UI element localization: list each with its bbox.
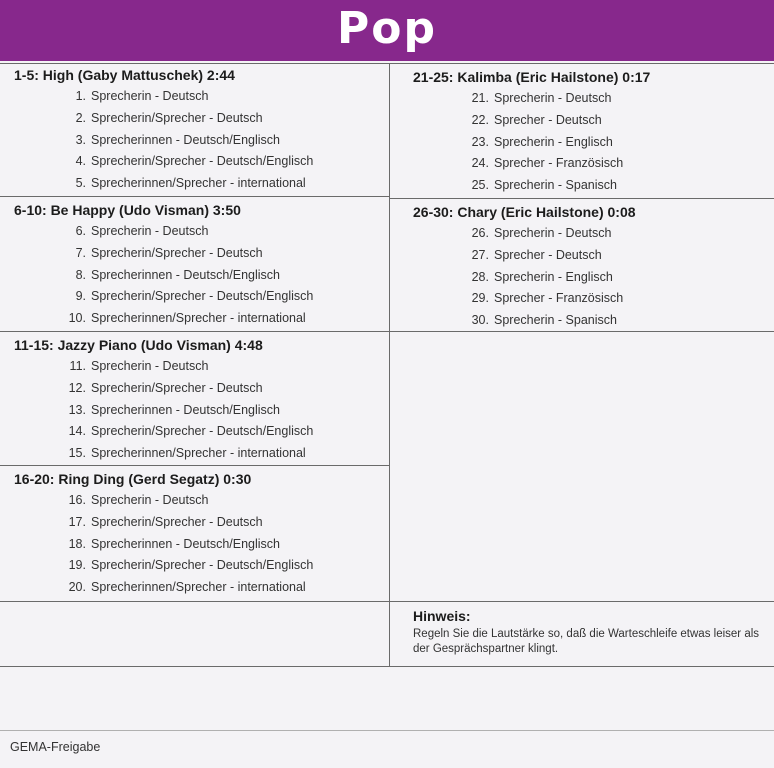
track-number: 25. xyxy=(471,178,489,193)
track-item xyxy=(14,108,313,130)
divider-vertical xyxy=(389,63,390,666)
track-number: 13. xyxy=(68,402,86,417)
track-label: Sprecher - Französisch xyxy=(494,291,624,306)
track-label: Sprecherinnen - Deutsch/Englisch xyxy=(91,402,280,417)
track-number: 27. xyxy=(471,247,489,262)
track-item xyxy=(14,421,313,443)
track-number: 4. xyxy=(75,154,86,169)
track-label: Sprecherinnen/Sprecher - international xyxy=(91,580,306,595)
divider-top xyxy=(0,63,774,64)
track-label: Sprecherin/Sprecher - Deutsch xyxy=(91,245,263,260)
track-item xyxy=(14,265,313,287)
track-section-be-happy xyxy=(14,202,313,330)
track-number: 12. xyxy=(68,380,86,395)
track-label: Sprecherinnen/Sprecher - international xyxy=(91,176,306,191)
track-label: Sprecherin/Sprecher - Deutsch xyxy=(91,380,263,395)
track-section-kalimba xyxy=(413,69,650,197)
track-number: 7. xyxy=(75,245,86,260)
track-label: Sprecherin - Spanisch xyxy=(494,313,617,328)
track-number: 20. xyxy=(68,580,86,595)
note-text: Regeln Sie die Lautstärke so, daß die Warteschleife etwas leiser als der Gesprächspartner klingt. xyxy=(413,628,760,655)
track-number: 10. xyxy=(68,311,86,326)
track-number: 17. xyxy=(68,514,86,529)
track-number: 6. xyxy=(75,224,86,238)
track-number: 2. xyxy=(75,110,86,125)
track-item xyxy=(413,245,636,267)
track-number: 19. xyxy=(68,558,86,573)
track-number: 15. xyxy=(68,446,86,461)
track-item xyxy=(14,173,313,195)
track-item xyxy=(14,286,313,308)
track-number: 30. xyxy=(471,313,489,328)
track-label: Sprecherinnen - Deutsch/Englisch xyxy=(91,132,280,147)
track-item xyxy=(14,356,313,378)
track-label: Sprecherin - Spanisch xyxy=(494,178,617,193)
track-section-ring-ding xyxy=(14,471,313,599)
track-number: 18. xyxy=(68,536,86,551)
track-item xyxy=(14,221,313,243)
track-number: 21. xyxy=(471,91,489,105)
track-number: 16. xyxy=(68,493,86,507)
track-label: Sprecherinnen - Deutsch/Englisch xyxy=(91,267,280,282)
track-item xyxy=(413,288,636,310)
track-item xyxy=(14,534,313,556)
track-label: Sprecherin - Englisch xyxy=(494,134,613,149)
track-number: 3. xyxy=(75,132,86,147)
note-title: Hinweis: xyxy=(413,608,471,624)
track-item xyxy=(14,400,313,422)
track-number: 1. xyxy=(75,89,86,103)
track-section-high xyxy=(14,67,313,195)
track-number: 28. xyxy=(471,269,489,284)
section-title: 16-20: Ring Ding (Gerd Segatz) 0:30 xyxy=(14,471,252,487)
track-label: Sprecher - Deutsch xyxy=(494,247,602,262)
track-item xyxy=(14,443,313,465)
page-title: Pop xyxy=(337,3,437,54)
track-item xyxy=(14,378,313,400)
divider-left-1 xyxy=(0,196,389,197)
track-label: Sprecherin/Sprecher - Deutsch/Englisch xyxy=(91,154,314,169)
header-banner xyxy=(0,0,774,61)
section-title: 11-15: Jazzy Piano (Udo Visman) 4:48 xyxy=(14,337,263,353)
track-label: Sprecher - Deutsch xyxy=(494,112,602,127)
section-title: 1-5: High (Gaby Mattuschek) 2:44 xyxy=(14,67,235,83)
track-number: 11. xyxy=(69,359,86,373)
track-item xyxy=(413,267,636,289)
track-label: Sprecherin/Sprecher - Deutsch xyxy=(91,110,263,125)
track-number: 29. xyxy=(471,291,489,306)
track-number: 22. xyxy=(471,112,489,127)
section-title: 6-10: Be Happy (Udo Visman) 3:50 xyxy=(14,202,241,218)
track-section-jazzy-piano xyxy=(14,337,313,465)
track-label: Sprecherinnen - Deutsch/Englisch xyxy=(91,536,280,551)
section-title: 21-25: Kalimba (Eric Hailstone) 0:17 xyxy=(413,69,651,85)
track-item xyxy=(14,151,313,173)
track-label: Sprecherinnen/Sprecher - international xyxy=(91,446,306,461)
track-number: 8. xyxy=(75,267,86,282)
track-label: Sprecherin - Deutsch xyxy=(494,91,612,105)
track-label: Sprecherin - Englisch xyxy=(494,269,613,284)
note-box xyxy=(413,608,768,657)
track-item xyxy=(14,130,313,152)
track-label: Sprecherin - Deutsch xyxy=(91,359,209,373)
track-label: Sprecherinnen/Sprecher - international xyxy=(91,311,306,326)
track-item xyxy=(14,512,313,534)
track-item xyxy=(14,86,313,108)
section-title: 26-30: Chary (Eric Hailstone) 0:08 xyxy=(413,204,636,220)
footer-text: GEMA-Freigabe xyxy=(10,740,101,754)
track-label: Sprecherin/Sprecher - Deutsch xyxy=(91,514,263,529)
track-label: Sprecherin - Deutsch xyxy=(91,89,209,103)
track-label: Sprecherin/Sprecher - Deutsch/Englisch xyxy=(91,424,314,439)
track-item xyxy=(413,175,650,197)
track-number: 26. xyxy=(471,226,489,240)
track-item xyxy=(14,555,313,577)
track-item xyxy=(14,577,313,599)
divider-left-3 xyxy=(0,465,389,466)
divider-mid xyxy=(0,601,774,602)
track-label: Sprecherin/Sprecher - Deutsch/Englisch xyxy=(91,289,314,304)
track-label: Sprecherin/Sprecher - Deutsch/Englisch xyxy=(91,558,314,573)
track-item xyxy=(14,490,313,512)
track-item xyxy=(413,310,636,332)
track-number: 9. xyxy=(75,289,86,304)
track-item xyxy=(413,88,650,110)
track-number: 23. xyxy=(471,134,489,149)
track-item xyxy=(413,110,650,132)
track-label: Sprecherin - Deutsch xyxy=(91,224,209,238)
divider-footer xyxy=(0,730,774,731)
track-label: Sprecher - Französisch xyxy=(494,156,624,171)
track-item xyxy=(14,308,313,330)
track-item xyxy=(14,243,313,265)
track-label: Sprecherin - Deutsch xyxy=(91,493,209,507)
track-number: 14. xyxy=(68,424,86,439)
track-label: Sprecherin - Deutsch xyxy=(494,226,612,240)
track-item xyxy=(413,153,650,175)
divider-left-2 xyxy=(0,331,389,332)
track-item xyxy=(413,132,650,154)
track-number: 5. xyxy=(75,176,86,191)
track-section-chary xyxy=(413,204,636,332)
track-item xyxy=(413,223,636,245)
track-number: 24. xyxy=(471,156,489,171)
divider-bottom xyxy=(0,666,774,667)
divider-right-1 xyxy=(389,198,774,199)
